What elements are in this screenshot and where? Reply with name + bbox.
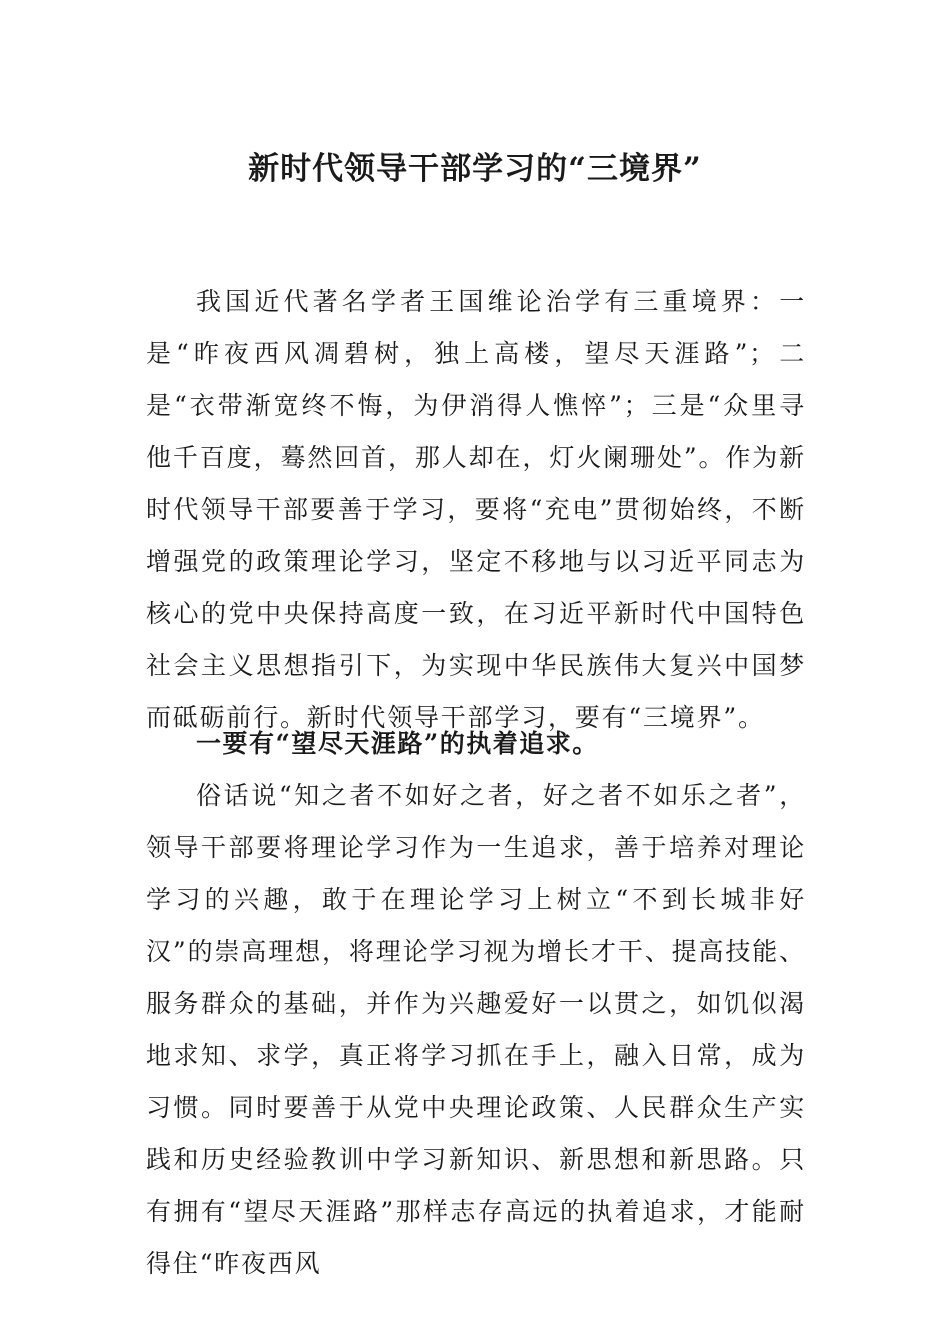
intro-paragraph: 我国近代著名学者王国维论治学有三重境界：一是“昨夜西风凋碧树，独上高楼，望尽天涯路”；二是“衣带渐宽终不悔，为伊消得人憔悴”；三是“众里寻他千百度，蓦然回首，那人却在，灯火阑珊处”。作为新时代领导干部要善于学习，要将“充电”贯彻始终，不断增强党的政策理论学习，坚定不移地与以习近平同志为核心的党中央保持高度一致，在习近平新时代中国特色社会主义思想指引下，为实现中华民族伟大复兴中国梦而砥砺前行。新时代领导干部学习，要有“三境界”。 — [146, 287, 806, 732]
body-paragraph: 俗话说“知之者不如好之者，好之者不如乐之者”，领导干部要将理论学习作为一生追求，善于培养对理论学习的兴趣，敢于在理论学习上树立“不到长城非好汉”的崇高理想，将理论学习视为增长才干、提高技能、服务群众的基础，并作为兴趣爱好一以贯之，如饥似渴地求知、求学，真正将学习抓在手上，融入日常，成为习惯。同时要善于从党中央理论政策、人民群众生产实践和历史经验教训中学习新知识、新思想和新思路。只有拥有“望尽天涯路”那样志存高远的执着追求，才能耐得住“昨夜西风 — [146, 781, 806, 1278]
page-title: 新时代领导干部学习的“三境界” — [248, 150, 702, 187]
section-heading: 一要有“望尽天涯路”的执着追求。 — [196, 729, 599, 758]
